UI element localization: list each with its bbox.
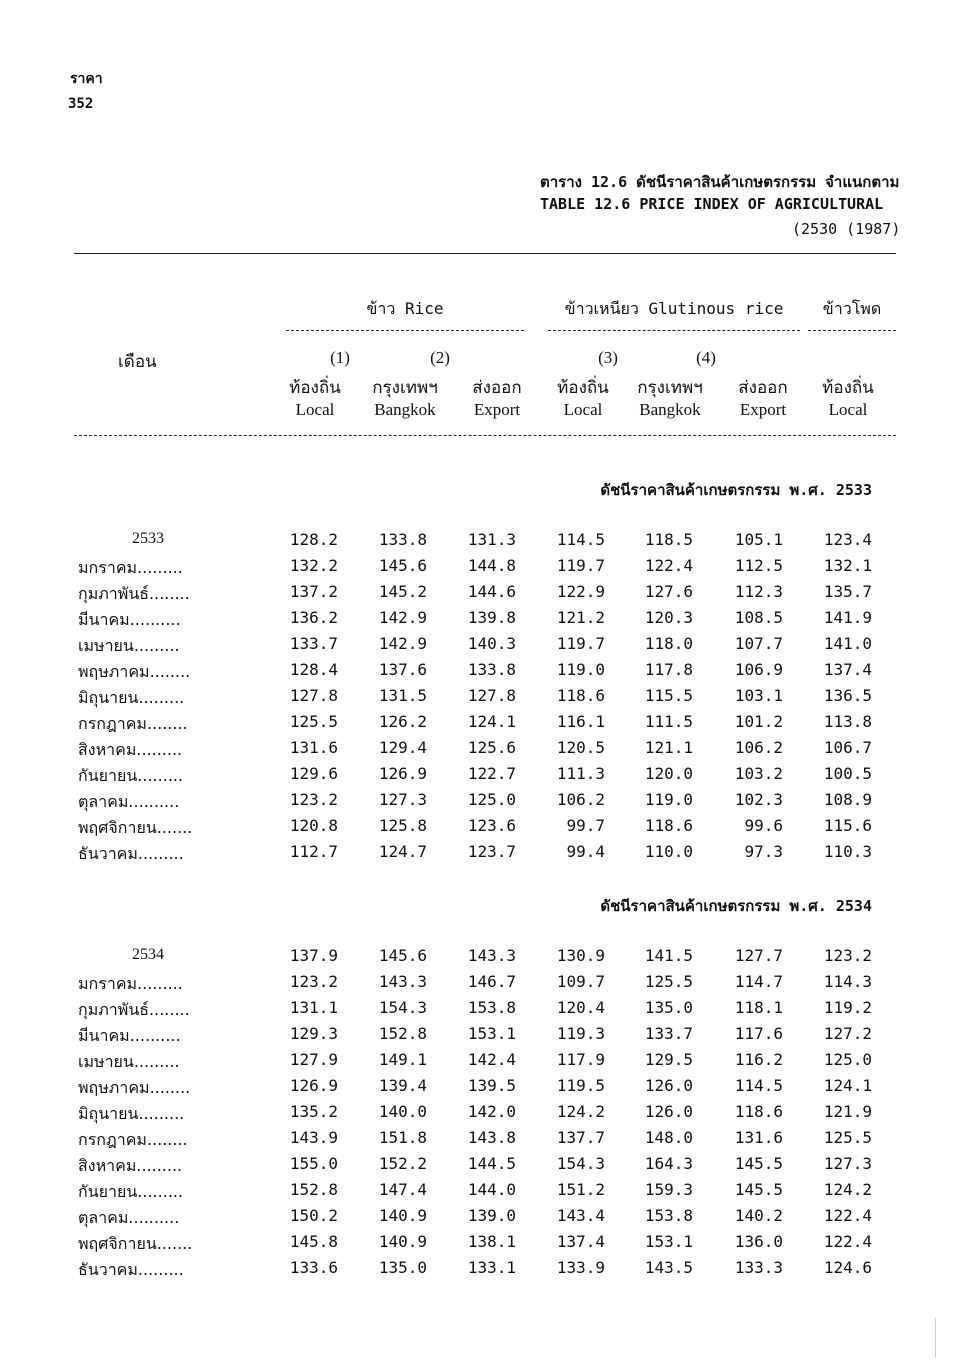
table-cell: 139.5 [467,1076,516,1095]
col-header-thai-6: ส่งออก [738,378,788,397]
table-cell: 123.2 [289,790,338,809]
header-bottom-rule [74,435,896,436]
col-header-english-4: Local [563,400,603,419]
table-cell: 152.8 [289,1180,338,1199]
table-cell: 120.5 [556,738,605,757]
table-cell: 127.3 [823,1154,872,1173]
table-cell: 132.1 [823,556,872,575]
table-cell: 103.2 [734,764,783,783]
month-label: พฤศจิกายน....... [78,1234,193,1253]
month-label: เมษายน......... [78,1052,180,1071]
year-value: 133.8 [378,530,427,549]
table-cell: 141.9 [823,608,872,627]
table-cell: 128.4 [289,660,338,679]
month-label: พฤศจิกายน....... [78,818,193,837]
year-value: 131.3 [467,530,516,549]
table-cell: 120.8 [289,816,338,835]
year-value: 127.7 [734,946,783,965]
glutinous-underline [548,330,800,331]
table-cell: 108.9 [823,790,872,809]
month-label: มกราคม......... [78,558,183,577]
table-cell: 106.7 [823,738,872,757]
table-cell: 144.8 [467,556,516,575]
table-cell: 159.3 [644,1180,693,1199]
table-cell: 143.4 [556,1206,605,1225]
table-cell: 142.4 [467,1050,516,1069]
year-label: 2534 [132,946,164,963]
page-number: 352 [68,96,94,112]
table-cell: 111.3 [556,764,605,783]
table-cell: 109.7 [556,972,605,991]
year-label: 2533 [132,530,164,547]
table-cell: 124.1 [823,1076,872,1095]
table-cell: 136.2 [289,608,338,627]
table-cell: 114.3 [823,972,872,991]
table-cell: 113.8 [823,712,872,731]
table-cell: 133.1 [467,1258,516,1277]
table-cell: 145.5 [734,1154,783,1173]
month-label: กันยายน......... [78,1182,184,1201]
rice-underline [286,330,524,331]
table-cell: 131.6 [734,1128,783,1147]
table-cell: 152.8 [378,1024,427,1043]
table-cell: 135.7 [823,582,872,601]
table-cell: 140.3 [467,634,516,653]
table-cell: 143.8 [467,1128,516,1147]
table-cell: 125.0 [823,1050,872,1069]
year-value: 143.3 [467,946,516,965]
month-label: กุมภาพันธ์........ [78,1000,190,1019]
table-cell: 126.0 [644,1102,693,1121]
table-cell: 144.5 [467,1154,516,1173]
table-cell: 106.2 [556,790,605,809]
table-cell: 127.2 [823,1024,872,1043]
month-label: มิถุนายน......... [78,688,185,707]
table-cell: 149.1 [378,1050,427,1069]
table-cell: 145.6 [378,556,427,575]
table-cell: 145.5 [734,1180,783,1199]
table-cell: 152.2 [378,1154,427,1173]
table-cell: 112.7 [289,842,338,861]
table-cell: 121.2 [556,608,605,627]
table-cell: 133.3 [734,1258,783,1277]
page-label: ราคา [70,71,103,87]
table-cell: 124.6 [823,1258,872,1277]
edge-mark [935,1318,936,1358]
table-cell: 124.7 [378,842,427,861]
month-label: เมษายน......... [78,636,180,655]
table-cell: 103.1 [734,686,783,705]
table-cell: 131.6 [289,738,338,757]
group-corn: ข้าวโพด [822,299,882,318]
table-cell: 129.6 [289,764,338,783]
table-cell: 124.1 [467,712,516,731]
year-value: 123.2 [823,946,872,965]
month-label: มิถุนายน......... [78,1104,185,1123]
col-number-4: (4) [696,348,716,367]
col-number-3: (3) [598,348,618,367]
table-cell: 125.5 [644,972,693,991]
section-heading: ดัชนีราคาสินค้าเกษตรกรรม พ.ศ. 2534 [600,897,872,915]
table-cell: 148.0 [644,1128,693,1147]
table-cell: 127.6 [644,582,693,601]
table-cell: 136.0 [734,1232,783,1251]
table-cell: 101.2 [734,712,783,731]
table-cell: 131.1 [289,998,338,1017]
table-cell: 112.3 [734,582,783,601]
table-cell: 142.9 [378,634,427,653]
table-cell: 127.3 [378,790,427,809]
table-cell: 133.6 [289,1258,338,1277]
table-cell: 115.6 [823,816,872,835]
table-cell: 116.1 [556,712,605,731]
table-cell: 123.6 [467,816,516,835]
table-cell: 111.5 [644,712,693,731]
table-cell: 140.9 [378,1232,427,1251]
month-label: พฤษภาคม........ [78,1078,191,1097]
col-header-english-6: Export [739,400,787,419]
table-cell: 119.0 [556,660,605,679]
table-cell: 136.5 [823,686,872,705]
table-cell: 143.9 [289,1128,338,1147]
col-number-1: (1) [330,348,350,367]
year-value: 105.1 [734,530,783,549]
table-cell: 117.9 [556,1050,605,1069]
table-cell: 121.1 [644,738,693,757]
table-cell: 146.7 [467,972,516,991]
table-cell: 125.6 [467,738,516,757]
table-cell: 142.9 [378,608,427,627]
table-cell: 144.6 [467,582,516,601]
table-cell: 150.2 [289,1206,338,1225]
table-cell: 151.2 [556,1180,605,1199]
year-value: 137.9 [289,946,338,965]
table-cell: 122.9 [556,582,605,601]
table-cell: 112.5 [734,556,783,575]
table-cell: 135.2 [289,1102,338,1121]
table-cell: 118.0 [644,634,693,653]
table-cell: 120.4 [556,998,605,1017]
table-cell: 137.4 [823,660,872,679]
month-label: กันยายน......... [78,766,184,785]
col-header-english-5: Bangkok [639,400,701,419]
table-cell: 106.9 [734,660,783,679]
table-cell: 119.2 [823,998,872,1017]
table-cell: 127.8 [289,686,338,705]
table-cell: 108.5 [734,608,783,627]
table-cell: 119.5 [556,1076,605,1095]
table-cell: 118.6 [644,816,693,835]
table-cell: 139.0 [467,1206,516,1225]
col-header-english-3: Export [473,400,521,419]
year-value: 128.2 [289,530,338,549]
table-cell: 133.9 [556,1258,605,1277]
table-cell: 143.5 [644,1258,693,1277]
table-cell: 140.9 [378,1206,427,1225]
table-cell: 132.2 [289,556,338,575]
col-header-thai-2: กรุงเทพฯ [372,378,438,397]
table-cell: 129.4 [378,738,427,757]
table-cell: 114.7 [734,972,783,991]
table-cell: 141.0 [823,634,872,653]
col-header-english-1: Local [295,400,335,419]
table-cell: 102.3 [734,790,783,809]
table-cell: 114.5 [734,1076,783,1095]
month-column-header: เดือน [118,352,157,371]
table-cell: 145.8 [289,1232,338,1251]
table-title-english: TABLE 12.6 PRICE INDEX OF AGRICULTURAL [540,195,884,213]
month-label: ตุลาคม.......... [78,1208,180,1227]
table-cell: 125.0 [467,790,516,809]
table-cell: 126.2 [378,712,427,731]
table-cell: 125.8 [378,816,427,835]
table-cell: 145.2 [378,582,427,601]
year-value: 118.5 [644,530,693,549]
table-cell: 119.7 [556,634,605,653]
table-cell: 126.0 [644,1076,693,1095]
table-cell: 119.3 [556,1024,605,1043]
month-label: มกราคม......... [78,974,183,993]
table-cell: 125.5 [823,1128,872,1147]
table-cell: 137.2 [289,582,338,601]
col-header-english-2: Bangkok [374,400,436,419]
table-cell: 133.7 [289,634,338,653]
table-cell: 139.8 [467,608,516,627]
table-cell: 107.7 [734,634,783,653]
table-cell: 140.2 [734,1206,783,1225]
month-label: พฤษภาคม........ [78,662,191,681]
table-cell: 137.6 [378,660,427,679]
table-cell: 106.2 [734,738,783,757]
table-cell: 115.5 [644,686,693,705]
table-cell: 154.3 [378,998,427,1017]
table-cell: 126.9 [289,1076,338,1095]
table-cell: 118.6 [734,1102,783,1121]
year-value: 114.5 [556,530,605,549]
table-base-year: (2530 (1987) [792,220,901,238]
col-header-english-7: Local [828,400,868,419]
table-cell: 110.3 [823,842,872,861]
table-cell: 99.6 [744,816,783,835]
table-cell: 125.5 [289,712,338,731]
table-cell: 97.3 [744,842,783,861]
table-cell: 118.1 [734,998,783,1017]
group-rice: ข้าว Rice [366,299,444,318]
year-value: 123.4 [823,530,872,549]
year-value: 141.5 [644,946,693,965]
month-label: ธันวาคม......... [78,1260,184,1279]
year-value: 145.6 [378,946,427,965]
col-header-thai-5: กรุงเทพฯ [637,378,703,397]
table-cell: 144.0 [467,1180,516,1199]
month-label: ธันวาคม......... [78,844,184,863]
table-cell: 129.5 [644,1050,693,1069]
table-cell: 153.1 [644,1232,693,1251]
table-cell: 164.3 [644,1154,693,1173]
year-value: 130.9 [556,946,605,965]
table-cell: 140.0 [378,1102,427,1121]
col-header-thai-1: ท้องถิ่น [289,378,341,397]
table-cell: 133.7 [644,1024,693,1043]
col-number-2: (2) [430,348,450,367]
table-cell: 124.2 [556,1102,605,1121]
section-heading: ดัชนีราคาสินค้าเกษตรกรรม พ.ศ. 2533 [600,481,872,499]
month-label: ตุลาคม.......... [78,792,180,811]
table-cell: 131.5 [378,686,427,705]
table-cell: 129.3 [289,1024,338,1043]
table-cell: 121.9 [823,1102,872,1121]
table-cell: 155.0 [289,1154,338,1173]
table-cell: 139.4 [378,1076,427,1095]
table-cell: 117.8 [644,660,693,679]
table-cell: 122.4 [823,1232,872,1251]
table-cell: 123.7 [467,842,516,861]
col-header-thai-3: ส่งออก [472,378,522,397]
table-cell: 153.8 [644,1206,693,1225]
table-cell: 133.8 [467,660,516,679]
month-label: กรกฎาคม........ [78,714,188,733]
table-cell: 99.7 [566,816,605,835]
table-cell: 126.9 [378,764,427,783]
month-label: กุมภาพันธ์........ [78,584,190,603]
table-cell: 143.3 [378,972,427,991]
table-cell: 120.3 [644,608,693,627]
col-header-thai-7: ท้องถิ่น [822,378,874,397]
table-cell: 110.0 [644,842,693,861]
table-cell: 135.0 [378,1258,427,1277]
table-cell: 119.0 [644,790,693,809]
table-cell: 124.2 [823,1180,872,1199]
table-cell: 147.4 [378,1180,427,1199]
table-cell: 120.0 [644,764,693,783]
table-cell: 151.8 [378,1128,427,1147]
table-cell: 127.8 [467,686,516,705]
table-cell: 99.4 [566,842,605,861]
table-cell: 138.1 [467,1232,516,1251]
month-label: มีนาคม.......... [78,610,181,629]
month-label: มีนาคม.......... [78,1026,181,1045]
table-cell: 122.4 [644,556,693,575]
month-label: สิงหาคม......... [78,740,183,759]
table-cell: 154.3 [556,1154,605,1173]
table-title-thai: ตาราง 12.6 ดัชนีราคาสินค้าเกษตรกรรม จำแนกตาม [540,173,900,191]
col-header-thai-4: ท้องถิ่น [557,378,609,397]
table-cell: 119.7 [556,556,605,575]
month-label: กรกฎาคม........ [78,1130,188,1149]
corn-underline [808,330,896,331]
group-glutinous: ข้าวเหนียว Glutinous rice [564,299,784,318]
table-cell: 153.1 [467,1024,516,1043]
table-cell: 135.0 [644,998,693,1017]
table-cell: 122.4 [823,1206,872,1225]
table-cell: 137.4 [556,1232,605,1251]
table-cell: 153.8 [467,998,516,1017]
table-cell: 142.0 [467,1102,516,1121]
table-cell: 100.5 [823,764,872,783]
table-cell: 123.2 [289,972,338,991]
table-cell: 137.7 [556,1128,605,1147]
table-cell: 118.6 [556,686,605,705]
month-label: สิงหาคม......... [78,1156,183,1175]
table-cell: 117.6 [734,1024,783,1043]
table-cell: 122.7 [467,764,516,783]
table-cell: 116.2 [734,1050,783,1069]
table-cell: 127.9 [289,1050,338,1069]
top-rule [74,253,896,254]
